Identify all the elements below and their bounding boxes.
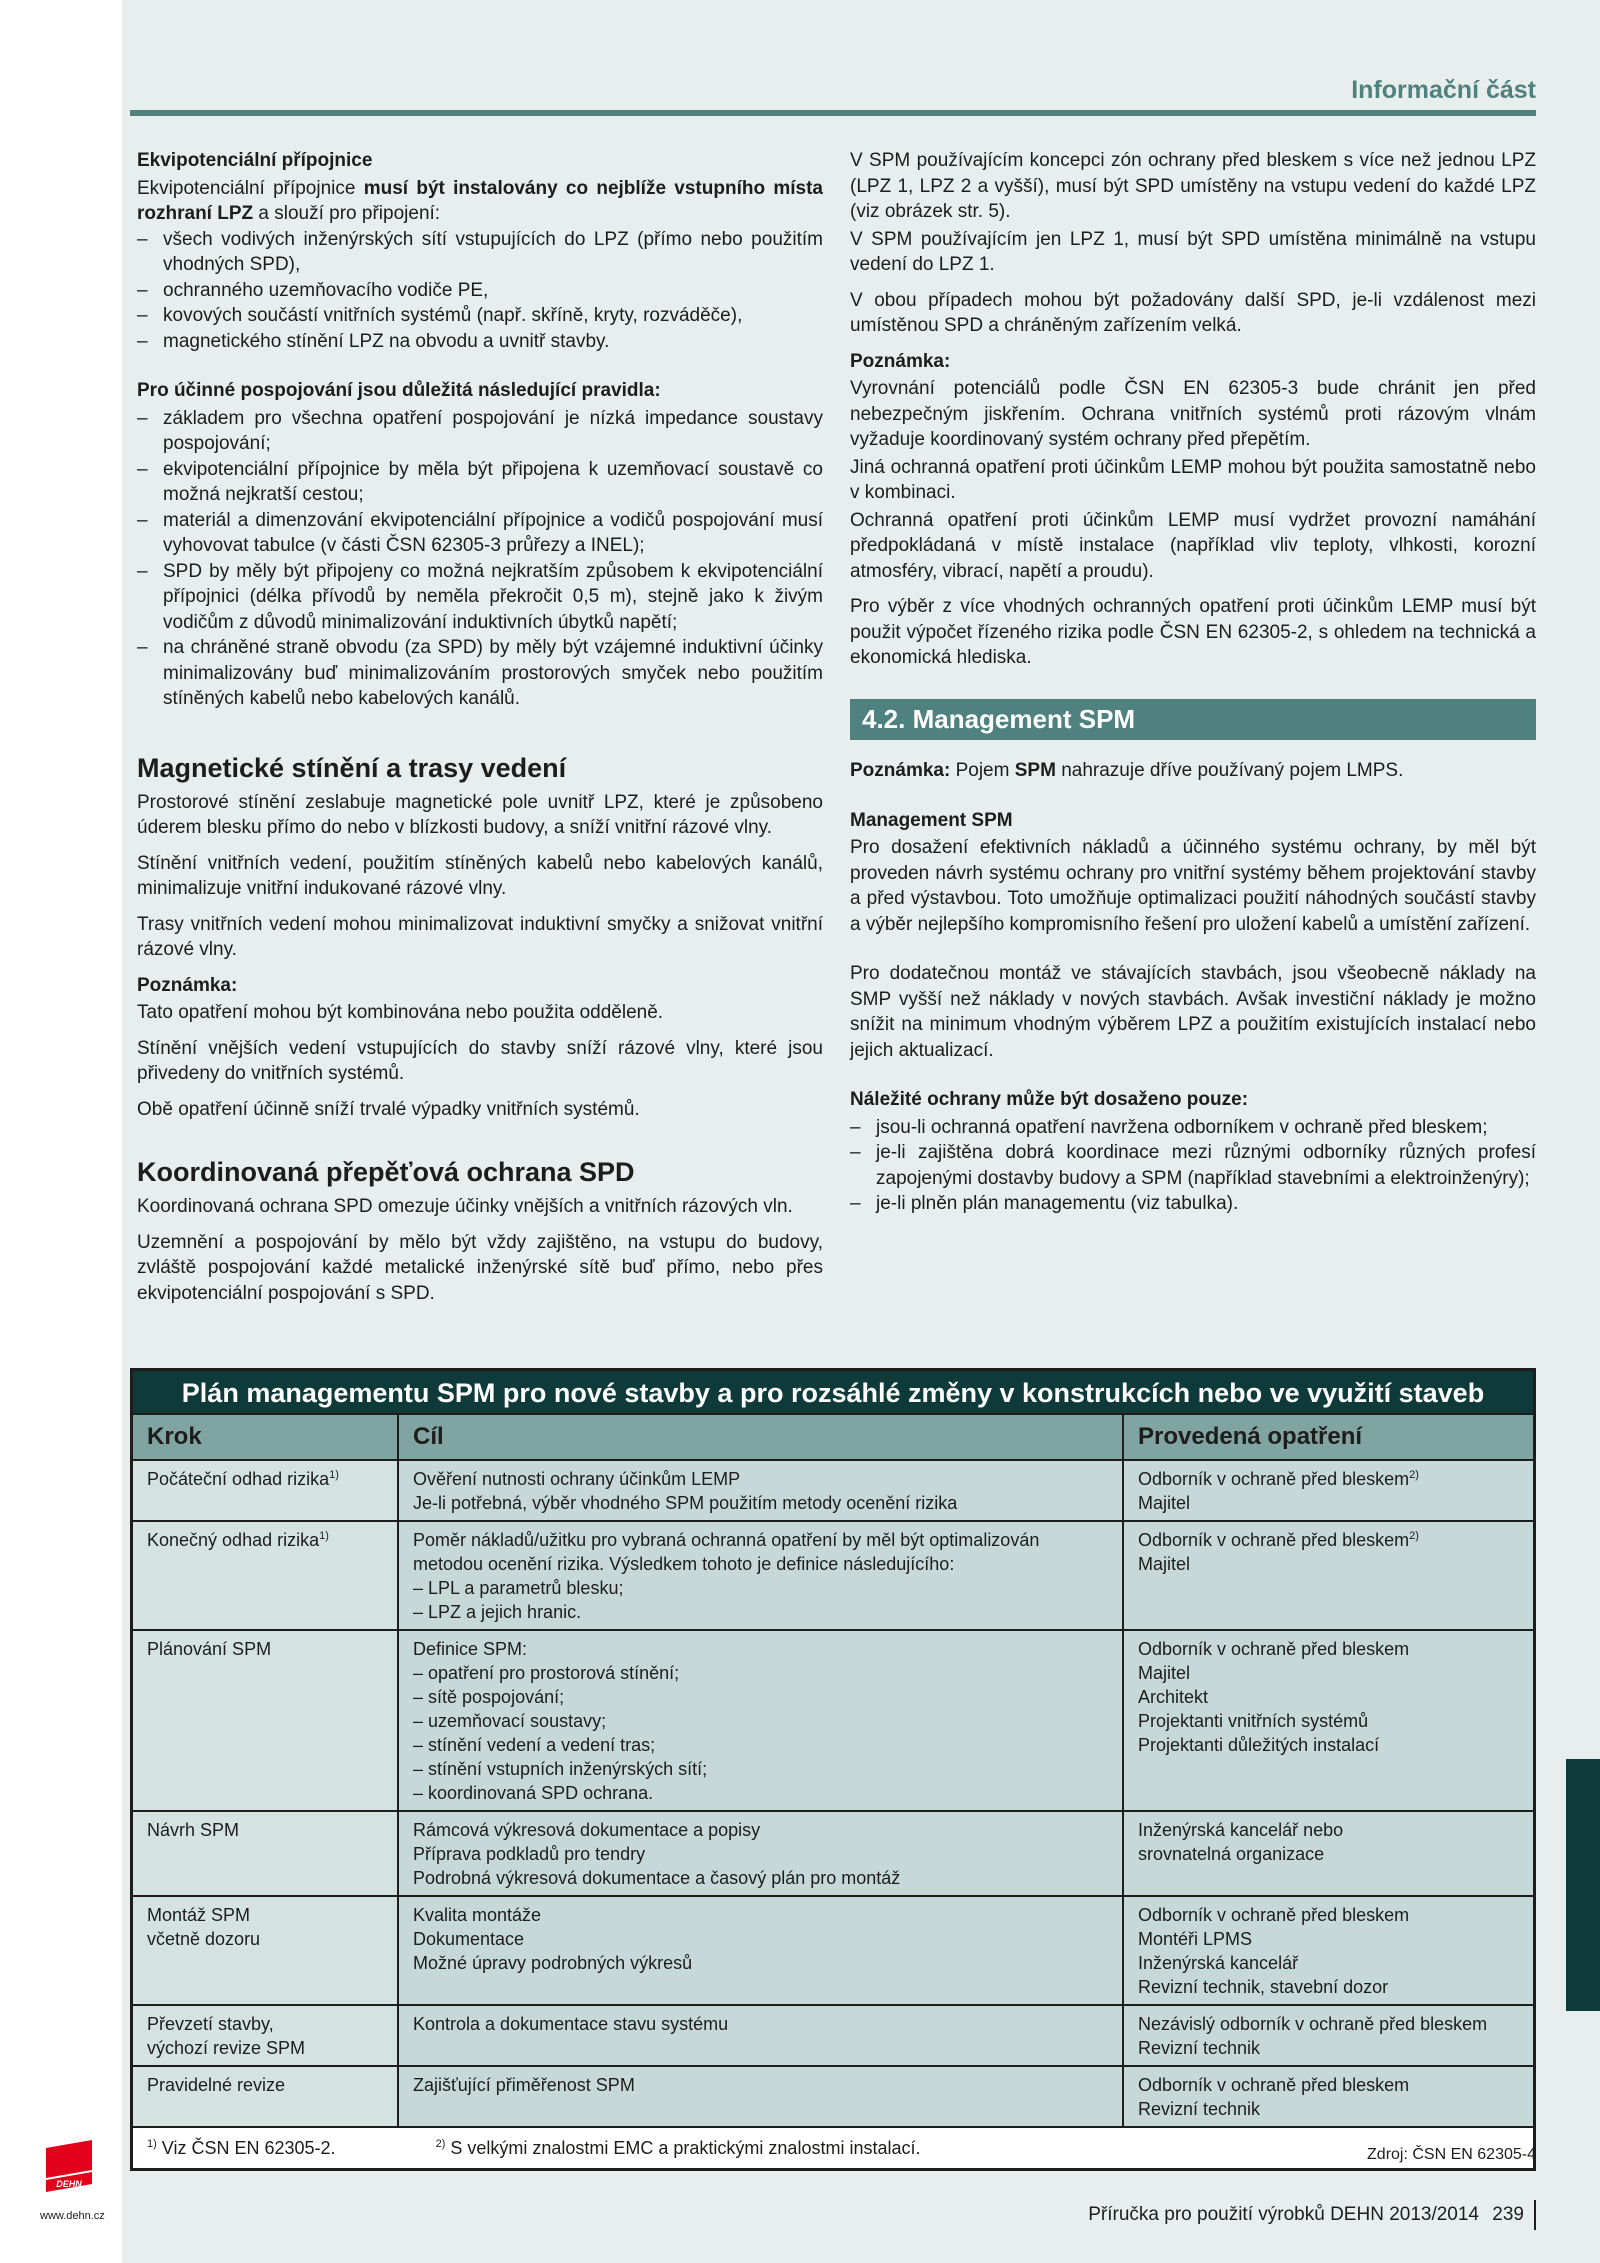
note-label: Poznámka: [137, 974, 238, 996]
measure-line: Odborník v ochraně před bleskem [1138, 1905, 1410, 1925]
footnote-2: S velkými znalostmi EMC a praktickými znalostmi instalací. [445, 2138, 921, 2158]
measure-line: Revizní technik, stavební dozor [1138, 1977, 1389, 1997]
goal-cell [398, 1811, 1123, 1896]
column-header-measures: Provedená opatření [1123, 1414, 1535, 1460]
goal-line: Možné úpravy podrobných výkresů [413, 1953, 693, 1973]
goal-line: Kvalita montáže [413, 1905, 542, 1925]
list-item: – materiál a dimenzování ekvipotenciální přípojnice a vodičů pospojování musí vyhovovat tabulce (v části ČSN 62305-3 průřezy a INEL); [137, 508, 823, 559]
paragraph: Uzemnění a pospojování by mělo být vždy zajištěno, na vstupu do budovy, zvláště pospojování každé metalické inženýrské sítě buď přímo, nebo přes ekvipotenciální pospojování s SPD. [137, 1231, 823, 1304]
goal-line: – opatření pro prostorová stínění; [413, 1663, 680, 1683]
goal-line: Podrobná výkresová dokumentace a časový plán pro montáž [413, 1868, 901, 1888]
management-heading: Management SPM [850, 809, 1013, 831]
list-item: – jsou-li ochranná opatření navržena odborníkem v ochraně před bleskem; [850, 1115, 1536, 1141]
measure-line: Odborník v ochraně před bleskem$^{2)}$ [1138, 1469, 1419, 1489]
measure-line: Architekt [1138, 1687, 1209, 1707]
list-item: – základem pro všechna opatření pospojování je nízká impedance soustavy pospojování; [137, 406, 823, 457]
measures-cell [1123, 1811, 1535, 1896]
step-cell: Návrh SPM [132, 1811, 399, 1896]
measure-line: Revizní technik [1138, 2038, 1261, 2058]
footer-title: Příručka pro použití výrobků DEHN 2013/2014 [1088, 2204, 1480, 2226]
goal-line: metodou ocenění rizika. Výsledkem tohoto je definice následujícího: [413, 1554, 955, 1574]
paragraph: V obou případech mohou být požadovány další SPD, je-li vzdálenost mezi umístěnou SPD a chráněným zařízením velká. [850, 289, 1536, 336]
list-item: – je-li plněn plán managementu (viz tabulka). [850, 1191, 1536, 1217]
goal-cell [398, 1630, 1123, 1811]
achieve-list [850, 1115, 1536, 1217]
ekvi-list [137, 227, 823, 355]
goal-line: – stínění vstupních inženýrských sítí; [413, 1759, 708, 1779]
list-item: – ochranného uzemňovacího vodiče PE, [137, 278, 823, 304]
measure-line: Odborník v ochraně před bleskem [1138, 2075, 1410, 2095]
goal-line: – koordinovaná SPD ochrana. [413, 1783, 654, 1803]
goal-line: – stínění vedení a vedení tras; [413, 1735, 656, 1755]
achieve-heading: Náležité ochrany může být dosaženo pouze: [850, 1089, 1249, 1110]
table-row [132, 1630, 1535, 1811]
svg-text:DEHN: DEHN [56, 2179, 82, 2189]
step-cell: Pravidelné revize [132, 2066, 399, 2127]
magnetic-shielding-heading: Magnetické stínění a trasy vedení [137, 752, 567, 783]
spm-note: Poznámka: Pojem SPM nahrazuje dříve používaný pojem LMPS. [850, 760, 1404, 781]
goal-line: Příprava podkladů pro tendry [413, 1844, 646, 1864]
goal-line: Kontrola a dokumentace stavu systému [413, 2014, 729, 2034]
step-cell: Převzetí stavby, výchozí revize SPM [132, 2005, 399, 2066]
list-item: – magnetického stínění LPZ na obvodu a uvnitř stavby. [137, 329, 823, 355]
measure-line: Nezávislý odborník v ochraně před bleskem [1138, 2014, 1488, 2034]
paragraph: Pro dosažení efektivních nákladů a účinného systému ochrany, by měl být proveden návrh systému ochrany pro vnitřní systémy během projektování stavby a před výstavbou. Toto umožňuje optimalizaci použití náhodných součástí stavby a výběr nejlepšího kompromisního řešení pro uložení kabelů a umístění zařízení. [850, 837, 1536, 935]
step-cell: Plánování SPM [132, 1630, 399, 1811]
goal-line: Rámcová výkresová dokumentace a popisy [413, 1820, 761, 1840]
paragraph: Vyrovnání potenciálů podle ČSN EN 62305-3 bude chránit jen před nebezpečným jiskřením. Ochrana vnitřních systémů proti rázovým vlnám vyžaduje koordinovaný systém ochrany před přepětím. [850, 378, 1536, 450]
goal-line: – LPL a parametrů blesku; [413, 1578, 624, 1598]
goal-line: Poměr nákladů/užitku pro vybraná ochranná opatření by měl být optimalizován [413, 1530, 1040, 1550]
paragraph: Tato opatření mohou být kombinována nebo použita odděleně. [137, 1002, 664, 1023]
goal-cell [398, 2066, 1123, 2127]
page-footer [1088, 2200, 1536, 2230]
table-row [132, 1811, 1535, 1896]
step-cell: Počáteční odhad rizika$^{1)}$ [132, 1460, 399, 1521]
measures-cell [1123, 2066, 1535, 2127]
goal-cell [398, 1521, 1123, 1630]
paragraph: Ochranná opatření proti účinkům LEMP musí vydržet provozní namáhání předpokládaná v místě instalace (například vliv teploty, vlhkosti, korozní atmosféry, vibrací, napětí a proudu). [850, 509, 1536, 582]
header-rule [130, 110, 1536, 116]
measure-line: Revizní technik [1138, 2099, 1261, 2119]
measures-cell [1123, 2005, 1535, 2066]
note-label: Poznámka: [850, 350, 951, 372]
goal-line: Je-li potřebná, výběr vhodného SPM použitím metody ocenění rizika [413, 1493, 958, 1513]
goal-cell [398, 2005, 1123, 2066]
footnote-1: Viz ČSN EN 62305-2. [156, 2138, 336, 2158]
measure-line: Projektanti důležitých instalací [1138, 1735, 1380, 1755]
measure-line: Majitel [1138, 1493, 1191, 1513]
measure-line: Odborník v ochraně před bleskem$^{2)}$ [1138, 1530, 1419, 1550]
goal-cell [398, 1460, 1123, 1521]
paragraph: V SPM používajícím koncepci zón ochrany před bleskem s více než jednou LPZ (LPZ 1, LPZ 2 a vyšší), musí být SPD umístěny na vstupu vedení do každé LPZ (viz obrázek str. 5). [850, 150, 1536, 222]
paragraph: Obě opatření účinně sníží trvalé výpadky vnitřních systémů. [137, 1098, 640, 1120]
website-label: www.dehn.cz [40, 2210, 105, 2222]
side-tab [1566, 1759, 1600, 2011]
source-note: Zdroj: ČSN EN 62305-4 [1367, 2146, 1536, 2163]
management-plan-table [130, 1368, 1536, 2171]
paragraph: Prostorové stínění zeslabuje magnetické pole uvnitř LPZ, které je způsobeno úderem blesku přímo do nebo v blízkosti budovy, a sníží vnitřní rázové vlny. [137, 791, 823, 838]
rules-list [137, 406, 823, 712]
paragraph: Jiná ochranná opatření proti účinkům LEMP mohou být použita samostatně nebo v kombinaci. [850, 456, 1536, 503]
ekvi-intro: Ekvipotenciální přípojnice musí být instalovány co nejblíže vstupního místa rozhraní LPZ a slouží pro připojení: [137, 177, 823, 224]
goal-line: Zajišťující přiměřenost SPM [413, 2075, 635, 2095]
measure-line: Montéři LPMS [1138, 1929, 1253, 1949]
page-number: 239 [1492, 2204, 1524, 2226]
goal-line: Definice SPM: [413, 1639, 528, 1659]
measure-line: Inženýrská kancelář [1138, 1953, 1299, 1973]
measure-line: srovnatelná organizace [1138, 1844, 1325, 1864]
goal-line: – LPZ a jejich hranic. [413, 1602, 582, 1622]
section-title-bar: 4.2. Management SPM [850, 699, 1536, 741]
measures-cell [1123, 1630, 1535, 1811]
measures-cell [1123, 1521, 1535, 1630]
column-header-step: Krok [132, 1414, 399, 1460]
list-item: – na chráněné straně obvodu (za SPD) by měly být vzájemné induktivní účinky minimalizovány buď minimalizováním prostorových smyček nebo použitím stíněných kabelů nebo kabelových kanálů. [137, 635, 823, 712]
paragraph: Pro dodatečnou montáž ve stávajících stavbách, jsou všeobecně náklady na SMP vyšší než náklady v nových stavbách. Avšak investiční náklady je možno snížit na minimum vhodným výběrem LPZ a použitím existujících instalací nebo jejich aktualizací. [850, 963, 1536, 1061]
paragraph: V SPM používajícím jen LPZ 1, musí být SPD umístěna minimálně na vstupu vedení do LPZ 1. [850, 228, 1536, 275]
left-margin [0, 0, 122, 2263]
goal-line: Ověření nutnosti ochrany účinkům LEMP [413, 1469, 741, 1489]
list-item: – všech vodivých inženýrských sítí vstupujících do LPZ (přímo nebo použitím vhodných SPD), [137, 227, 823, 278]
table-footnotes: $^{1)}$ Viz ČSN EN 62305-2. $^{2)}$ S velkými znalostmi EMC a praktickými znalostmi instalací. [132, 2127, 1535, 2170]
table-row [132, 1896, 1535, 2005]
measure-line: Majitel [1138, 1663, 1191, 1683]
table-row [132, 1460, 1535, 1521]
dehn-logo [40, 2140, 98, 2196]
table-row [132, 2005, 1535, 2066]
table-row [132, 2066, 1535, 2127]
table-row [132, 1521, 1535, 1630]
measures-cell [1123, 1460, 1535, 1521]
measures-cell [1123, 1896, 1535, 2005]
table-body [132, 1460, 1535, 2127]
paragraph: Pro výběr z více vhodných ochranných opatření proti účinkům LEMP musí být použit výpočet řízeného rizika podle ČSN EN 62305-2, s ohledem na technická a ekonomická hlediska. [850, 596, 1536, 668]
left-column [137, 148, 823, 1316]
paragraph: Stínění vnějších vedení vstupujících do stavby sníží rázové vlny, které jsou přivedeny do vnitřních systémů. [137, 1037, 823, 1084]
paragraph: Trasy vnitřních vedení mohou minimalizovat induktivní smyčky a snižovat vnitřní rázové vlny. [137, 913, 823, 960]
list-item: – ekvipotenciální přípojnice by měla být připojena k uzemňovací soustavě co možná nejkratší cestou; [137, 457, 823, 508]
list-item: – kovových součástí vnitřních systémů (např. skříně, kryty, rozváděče), [137, 303, 823, 329]
ekvi-heading: Ekvipotenciální přípojnice [137, 150, 373, 171]
list-item: – je-li zajištěna dobrá koordinace mezi různými odborníky různých profesí zapojenými dostavby budovy a SPM (například stavebními a elektroinženýry); [850, 1140, 1536, 1191]
goal-cell [398, 1896, 1123, 2005]
footer-divider [1534, 2200, 1536, 2230]
step-cell: Montáž SPM včetně dozoru [132, 1896, 399, 2005]
measure-line: Inženýrská kancelář nebo [1138, 1820, 1344, 1840]
rules-heading: Pro účinné pospojování jsou důležitá následující pravidla: [137, 380, 661, 401]
goal-line: – sítě pospojování; [413, 1687, 565, 1707]
goal-line: – uzemňovací soustavy; [413, 1711, 607, 1731]
step-cell: Konečný odhad rizika$^{1)}$ [132, 1521, 399, 1630]
right-column [850, 148, 1536, 1227]
measure-line: Projektanti vnitřních systémů [1138, 1711, 1369, 1731]
paragraph: Stínění vnitřních vedení, použitím stíněných kabelů nebo kabelových kanálů, minimalizuje vnitřní indukované rázové vlny. [137, 852, 823, 899]
section-header: Informační část [1351, 76, 1536, 104]
paragraph: Koordinovaná ochrana SPD omezuje účinky vnějších a vnitřních rázových vln. [137, 1196, 793, 1217]
list-item: – SPD by měly být připojeny co možná nejkratším způsobem k ekvipotenciální přípojnici (délka přívodů by neměla překročit 0,5 m), stejně jako k živým vodičům z důvodů minimalizování induktivních úbytků napětí; [137, 559, 823, 636]
coordinated-spd-heading: Koordinovaná přepěťová ochrana SPD [137, 1157, 635, 1187]
column-header-goal: Cíl [398, 1414, 1123, 1460]
measure-line: Majitel [1138, 1554, 1191, 1574]
table-title: Plán managementu SPM pro nové stavby a pro rozsáhlé změny v konstrukcích nebo ve využití staveb [132, 1370, 1535, 1415]
goal-line: Dokumentace [413, 1929, 525, 1949]
measure-line: Odborník v ochraně před bleskem [1138, 1639, 1410, 1659]
